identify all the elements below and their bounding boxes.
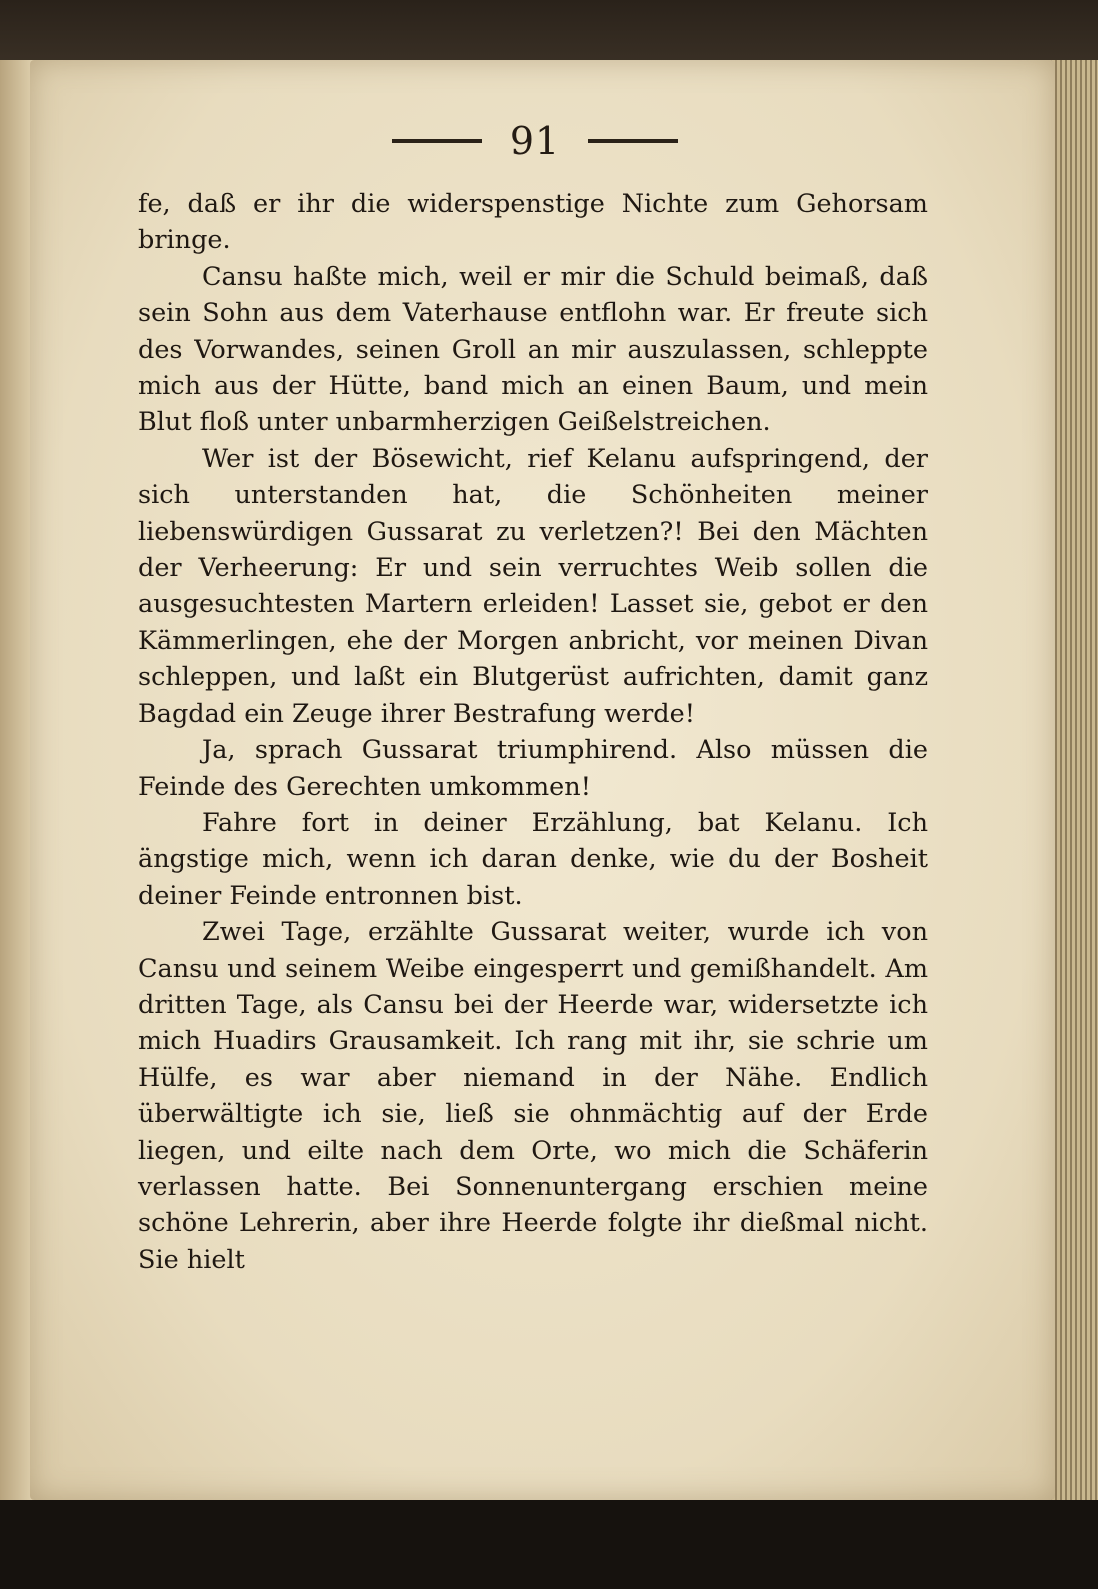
paragraph: Fahre fort in deiner Erzählung, bat Kelanu. Ich ängstige mich, wenn ich daran denke, wie du der Bosheit deiner Feinde entronnen bist. bbox=[138, 807, 928, 911]
paragraph-continued: fe, daß er ihr die widerspenstige Nichte zum Gehorsam bringe. bbox=[138, 189, 928, 256]
page-stack-edge bbox=[1050, 60, 1098, 1510]
header-rule-left bbox=[392, 139, 482, 143]
book-cover-bottom bbox=[0, 1500, 1098, 1589]
paragraph: Cansu haßte mich, weil er mir die Schuld beimaß, daß sein Sohn aus dem Vaterhause entflohn war. Er freute sich des Vorwandes, seinen Groll an mir auszulassen, schleppte mich aus der Hütte, band mich an einen Baum, und mein Blut floß unter unbarmherzigen Geißelstreichen. bbox=[138, 261, 928, 438]
body-text bbox=[138, 186, 928, 1278]
paragraph: Ja, sprach Gussarat triumphirend. Also müssen die Feinde des Gerechten umkommen! bbox=[138, 735, 928, 802]
paragraph: Wer ist der Bösewicht, rief Kelanu aufspringend, der sich unterstanden hat, die Schönheiten meiner liebenswürdigen Gussarat zu verletzen?! Bei den Mächten der Verheerung: Er und sein verruchtes Weib sollen die ausgesuchtesten Martern erleiden! Lasset sie, gebot er den Kämmerlingen, ehe der Morgen anbricht, vor meinen Divan schleppen, und laßt ein Blutgerüst aufrichten, damit ganz Bagdad ein Zeuge ihrer Bestrafung werde! bbox=[138, 443, 928, 729]
page-header bbox=[380, 118, 690, 163]
paragraph: Zwei Tage, erzählte Gussarat weiter, wurde ich von Cansu und seinem Weibe eingesperrt und gemißhandelt. Am dritten Tage, als Cansu bei der Heerde war, widersetzte ich mich Huadirs Grausamkeit. Ich rang mit ihr, sie schrie um Hülfe, es war aber niemand in der Nähe. Endlich überwältigte ich sie, ließ sie ohnmächtig auf der Erde liegen, und eilte nach dem Orte, wo mich die Schäferin verlassen hatte. Bei Sonnenuntergang erschien meine schöne Lehrerin, aber ihre Heerde folgte ihr dießmal nicht. Sie hielt bbox=[138, 917, 928, 1275]
header-rule-right bbox=[588, 139, 678, 143]
page-number: 91 bbox=[509, 118, 561, 163]
